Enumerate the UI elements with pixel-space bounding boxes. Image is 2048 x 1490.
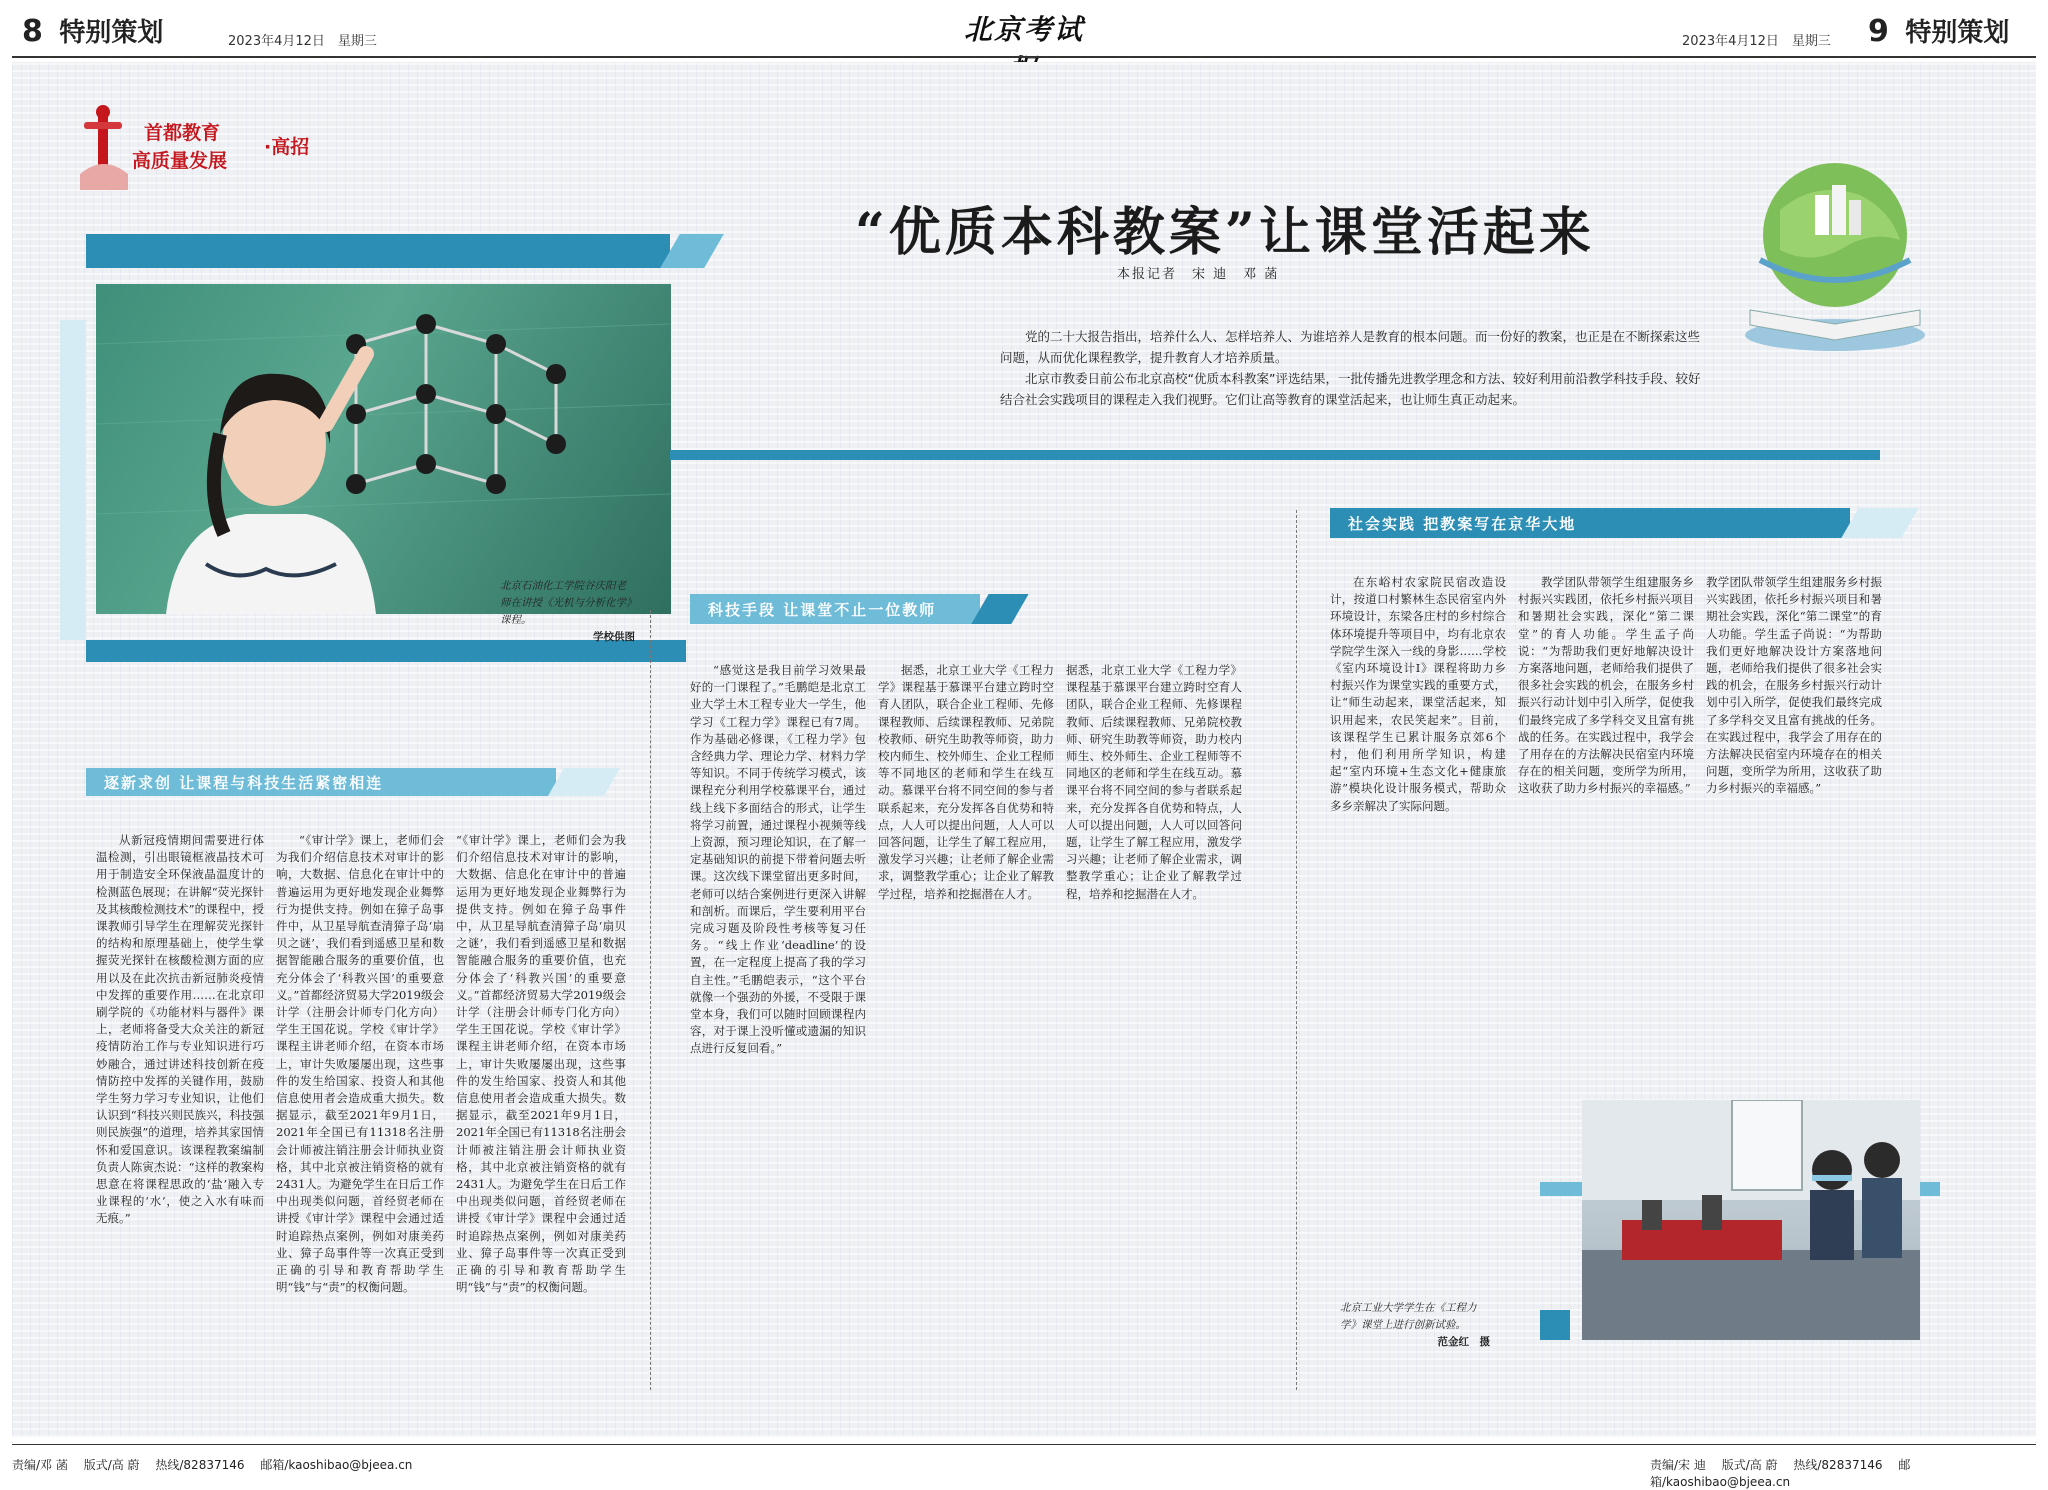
section-3-heading-bar bbox=[1330, 508, 1850, 538]
lab-photo bbox=[1582, 1100, 1920, 1340]
section-1-heading-bar bbox=[86, 768, 556, 796]
section-3-paragraph-2: 教学团队带领学生组建服务乡村振兴实践团，依托乡村振兴项目和暑期社会实践，深化“第二课堂”的育人功能。学生孟子尚说：“为帮助我们更好地解决设计方案落地问题，老师给我们提供了很多社会实践的机会，在服务乡村振兴行动计划中引入所学，促使我们最终完成了多学科交叉且富有挑战的任务。在实践过程中，我学会了用存在的方法解决民宿室内环境存在的相关问题，变所学为所用，这收获了助力乡村振兴的幸福感。” bbox=[1518, 575, 1694, 796]
section-3-col-1 bbox=[1330, 574, 1506, 1204]
lead-paragraph-1: 党的二十大报告指出，培养什么人、怎样培养人、为谁培养人是教育的根本问题。而一份好的教案，也正是在不断探索这些问题，从而优化课程教学，提升教育人才培养质量。 bbox=[1000, 329, 1701, 365]
band-top-left bbox=[86, 234, 670, 268]
left-photo-credit: 学校供图 bbox=[593, 631, 635, 643]
footer-rule bbox=[12, 1444, 2036, 1445]
band-under-lead bbox=[670, 450, 1880, 460]
column-divider-1 bbox=[650, 610, 651, 1390]
section-1-paragraph-1: 从新冠疫情期间需要进行体温检测，引出眼镜框液晶技术可用于制造安全环保液晶温度计的检测蓝色展现；在讲解“荧光探针及其核酸检测技术”的课程中，授课教师引导学生在理解荧光探针的结构和原理基础上，使学生掌握荧光探针在核酸检测方面的应用以及在此次抗击新冠肺炎疫情中发挥的重要作用……在北京印刷学院的《功能材料与器件》课上，老师将备受大众关注的新冠疫情防治工作与专业知识进行巧妙融合，通过讲述科技创新在疫情防控中发挥的关键作用，鼓励学生努力学习专业知识，让他们认识到“科技兴则民族兴，科技强则民族强”的道理，培养其家国情怀和爱国意识。该课程教案编制负责人陈寅杰说：“这样的教案构思意在将课程思政的‘盐’融入专业课程的‘水’，使之入水有味而无痕。” bbox=[96, 833, 264, 1226]
section-2-paragraph-3: 据悉，北京工业大学《工程力学》课程基于慕课平台建立跨时空育人团队，联合企业工程师、先修课程教师、后续课程教师、兄弟院校教师、研究生助教等师资，助力校内师生、校外师生、企业工程师等不同地区的老师和学生在线互动。慕课平台将不同空间的参与者联系起来，充分发挥各自优势和特点，人人可以提出问题，人人可以回答问题，让学生了解工程应用，激发学习兴趣；让老师了解企业需求，调整教学重心；让企业了解教学过程，培养和挖掘潜在人才。 bbox=[1066, 663, 1242, 901]
right-footer-email: 邮箱/kaoshibao@bjeea.cn bbox=[1650, 1458, 1911, 1489]
right-date: 2023年4月12日 星期三 bbox=[1682, 34, 1831, 49]
right-page-number: 9 bbox=[1868, 14, 1889, 49]
huabiao-pillar-icon bbox=[74, 104, 134, 194]
left-date: 2023年4月12日 星期三 bbox=[228, 34, 377, 49]
section-1-col-3 bbox=[456, 832, 626, 1372]
section-2-col-1 bbox=[690, 662, 866, 1382]
band-right-photo-edge bbox=[1540, 1310, 1570, 1340]
header-rule bbox=[12, 56, 2036, 58]
lab-experiment-illustration bbox=[1582, 1100, 1920, 1340]
section-3-paragraph-3: 教学团队带领学生组建服务乡村振兴实践团，依托乡村振兴项目和暑期社会实践，深化“第二课堂”的育人功能。学生孟子尚说：“为帮助我们更好地解决设计方案落地问题，老师给我们提供了很多社会实践的机会，在服务乡村振兴行动计划中引入所学，促使我们最终完成了多学科交叉且富有挑战的任务。在实践过程中，我学会了用存在的方法解决民宿室内环境存在的相关问题，变所学为所用，这收获了助力乡村振兴的幸福感。” bbox=[1706, 575, 1882, 796]
section-2-heading: 科技手段 让课堂不止一位教师 bbox=[708, 600, 937, 619]
right-section-name: 特别策划 bbox=[1905, 18, 2010, 48]
section-3-col-3 bbox=[1706, 574, 1882, 934]
section-1-paragraph-3: “《审计学》课上，老师们会为我们介绍信息技术对审计的影响，大数据、信息化在审计中的普遍运用为更好地发现企业舞弊行为提供支持。例如在獐子岛事件中，从卫星导航查清獐子岛‘扇贝之谜’，我们看到遥感卫星和数据智能融合服务的重要价值，也充分体会了‘科教兴国’的重要意义。”首都经济贸易大学2019级会计学（注册会计师专门化方向）学生王国花说。学校《审计学》课程主讲老师介绍，在资本市场上，审计失败屡屡出现，这些事件的发生给国家、投资人和其他信息使用者会造成重大损失。数据显示，截至2021年9月1日，2021年全国已有11318名注册会计师被注销注册会计师执业资格，其中北京被注销资格的就有2431人。为避免学生在日后工作中出现类似问题，首经贸老师在讲授《审计学》课程中会通过适时追踪热点案例，例如对康美药业、獐子岛事件等一次真正受到正确的引导和教育帮助学生明“钱”与“责”的权衡问题。 bbox=[456, 833, 626, 1295]
section-1-heading: 逐新求创 让课程与科技生活紧密相连 bbox=[104, 773, 384, 792]
left-photo-caption: 北京石油化工学院谷庆阳老师在讲授《光机与分析化学》课程。 bbox=[500, 580, 632, 626]
badge-line-2: 高质量发展 bbox=[132, 150, 228, 172]
right-footer-editor: 责编/宋 迪 bbox=[1650, 1458, 1706, 1472]
right-footer-layout: 版式/高 蔚 bbox=[1721, 1458, 1778, 1472]
globe-book-illustration bbox=[1720, 140, 1950, 360]
section-2-col-2 bbox=[878, 662, 1054, 1382]
section-1-col-2 bbox=[276, 832, 444, 1372]
left-footer-email: 邮箱/kaoshibao@bjeea.cn bbox=[260, 1458, 413, 1472]
section-3-heading: 社会实践 把教案写在京华大地 bbox=[1348, 514, 1577, 533]
left-page-header bbox=[22, 12, 163, 49]
article-lead bbox=[1000, 326, 1710, 410]
right-photo-caption-box bbox=[1340, 1300, 1490, 1351]
molecular-model-illustration bbox=[96, 284, 671, 614]
section-2-paragraph-1: “感觉这是我目前学习效果最好的一门课程了。”毛鹏皑是北京工业大学土木工程专业大一学生，他学习《工程力学》课程已有7周。作为基础必修课，《工程力学》包含经典力学、理论力学、材料力学等知识。不同于传统学习模式，该课程充分利用学校慕课平台，通过线上线下多面结合的形式，让学生将学习前置，通过课程小视频等线上资源，预习理论知识，在了解一定基础知识的前提下带着问题去听课。这次线下课堂留出更多时间，老师可以结合案例进行更深入讲解和剖析。而课后，学生要利用平台完成习题及阶段性考核等复习任务。“线上作业‘deadline’的设置，在一定程度上提高了我的学习自主性。”毛鹏皑表示，“这个平台就像一个强劲的外援，不受限于课堂本身，我们可以随时回顾课程内容，对于课上没听懂或遗漏的知识点进行反复回看。” bbox=[690, 663, 866, 1056]
teacher-photo bbox=[96, 284, 671, 614]
globe-icon bbox=[1720, 140, 1950, 360]
section-2-heading-bar bbox=[690, 594, 980, 624]
left-page-number: 8 bbox=[22, 14, 43, 49]
article-byline: 本报记者 宋 迪 邓 菡 bbox=[1117, 267, 1280, 282]
left-photo-caption-box bbox=[500, 578, 635, 646]
column-divider-2 bbox=[1296, 510, 1297, 1390]
column-badge bbox=[74, 104, 344, 194]
left-section-name: 特别策划 bbox=[59, 18, 164, 48]
badge-line-1: 首都教育 bbox=[144, 122, 221, 144]
section-1-col-1 bbox=[96, 832, 264, 1372]
right-page-header bbox=[1868, 12, 2009, 49]
right-photo-caption: 北京工业大学学生在《工程力学》课堂上进行创新试验。 bbox=[1340, 1302, 1477, 1331]
left-footer-layout: 版式/高 蔚 bbox=[83, 1458, 140, 1472]
right-footer bbox=[1650, 1456, 2048, 1490]
badge-suffix: ·高招 bbox=[264, 136, 310, 158]
section-1-paragraph-2: “《审计学》课上，老师们会为我们介绍信息技术对审计的影响，大数据、信息化在审计中的普遍运用为更好地发现企业舞弊行为提供支持。例如在獐子岛事件中，从卫星导航查清獐子岛‘扇贝之谜’，我们看到遥感卫星和数据智能融合服务的重要价值，也充分体会了‘科教兴国’的重要意义。”首都经济贸易大学2019级会计学（注册会计师专门化方向）学生王国花说。学校《审计学》课程主讲老师介绍，在资本市场上，审计失败屡屡出现，这些事件的发生给国家、投资人和其他信息使用者会造成重大损失。数据显示，截至2021年9月1日，2021年全国已有11318名注册会计师被注销注册会计师执业资格，其中北京被注销资格的就有2431人。为避免学生在日后工作中出现类似问题，首经贸老师在讲授《审计学》课程中会通过适时追踪热点案例，例如对康美药业、獐子岛事件等一次真正受到正确的引导和教育帮助学生明“钱”与“责”的权衡问题。 bbox=[276, 833, 444, 1295]
left-footer bbox=[12, 1456, 412, 1473]
logo-text: 北京考试 bbox=[963, 13, 1084, 46]
section-3-col-2 bbox=[1518, 574, 1694, 1094]
section-2-paragraph-2: 据悉，北京工业大学《工程力学》课程基于慕课平台建立跨时空育人团队，联合企业工程师、先修课程教师、后续课程教师、兄弟院校教师、研究生助教等师资，助力校内师生、校外师生、企业工程师等不同地区的老师和学生在线互动。慕课平台将不同空间的参与者联系起来，充分发挥各自优势和特点，人人可以提出问题，人人可以回答问题，让学生了解工程应用，激发学习兴趣；让老师了解企业需求，调整教学重心；让企业了解教学过程，培养和挖掘潜在人才。 bbox=[878, 663, 1054, 901]
band-left-edge bbox=[60, 320, 86, 640]
lead-paragraph-2: 北京市教委日前公布北京高校“优质本科教案”评选结果，一批传播先进教学理念和方法、较好利用前沿教学科技手段、较好结合社会实践项目的课程走入我们视野。它们让高等教育的课堂活起来，也让师生真正动起来。 bbox=[1000, 371, 1701, 407]
right-footer-hotline: 热线/82837146 bbox=[1793, 1458, 1883, 1472]
section-2-col-3 bbox=[1066, 662, 1242, 1382]
left-footer-hotline: 热线/82837146 bbox=[155, 1458, 245, 1472]
left-footer-editor: 责编/邓 菡 bbox=[12, 1458, 68, 1472]
article-title: “优质本科教案”让课堂活起来 bbox=[855, 202, 1595, 263]
right-photo-credit: 范金红 摄 bbox=[1437, 1336, 1490, 1348]
section-3-paragraph-1: 在东峪村农家院民宿改造设计，按道口村繁林生态民宿室内外环境设计，东梁各庄村的乡村综合体环境提升等项目中，均有北京农学院学生深入一线的身影……学校《室内环境设计Ⅰ》课程将助力乡村振兴作为课堂实践的重要方式，让“师生动起来，课堂活起来，知识用起来，农民笑起来”。目前，该课程学生已累计服务京郊6个村，他们利用所学知识，构建起“室内环境+生态文化+健康旅游”模块化设计服务模式，帮助众多乡亲解决了实际问题。 bbox=[1330, 575, 1506, 813]
